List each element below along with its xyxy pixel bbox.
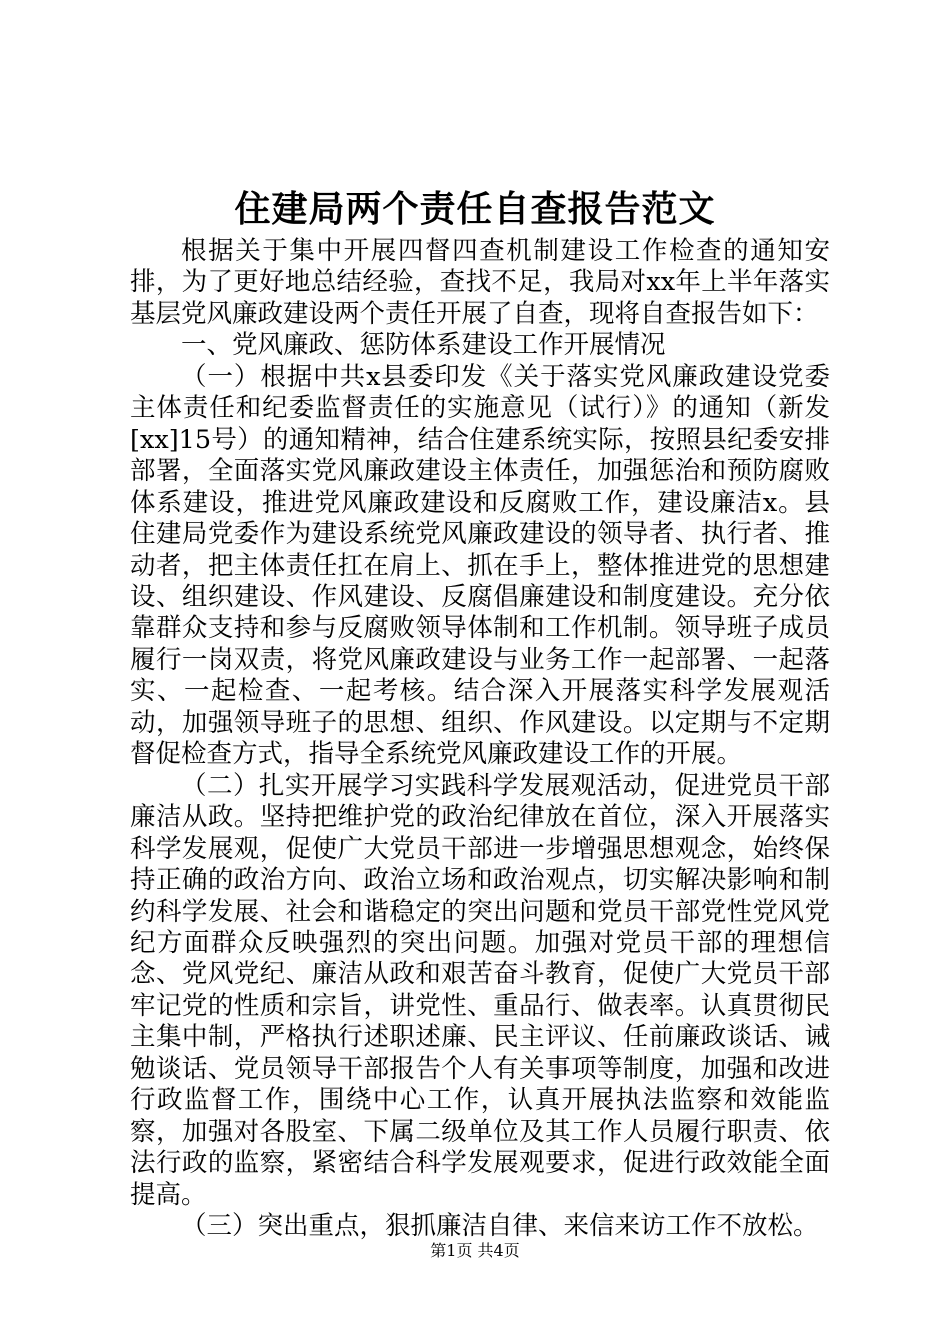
document-body bbox=[130, 236, 830, 1243]
paragraph-item-3: （三）突出重点，狠抓廉洁自律、来信来访工作不放松。 bbox=[181, 1211, 819, 1242]
paragraph-intro: 根据关于集中开展四督四查机制建设工作检查的通知安排，为了更好地总结经验，查找不足，我局对xx年上半年落实基层党风廉政建设两个责任开展了自查，现将自查报告如下： bbox=[130, 236, 830, 329]
paragraph-item-1: （一）根据中共x县委印发《关于落实党风廉政建设党委主体责任和纪委监督责任的实施意见（试行）》的通知（新发[xx]15号）的通知精神，结合住建系统实际，按照县纪委安排部署，全面落实党风廉政建设主体责任，加强惩治和预防腐败体系建设，推进党风廉政建设和反腐败工作，建设廉洁x。县住建局党委作为建设系统党风廉政建设的领导者、执行者、推动者，把主体责任扛在肩上、抓在手上，整体推进党的思想建设、组织建设、作风建设、反腐倡廉建设和制度建设。充分依靠群众支持和参与反腐败领导体制和工作机制。领导班子成员履行一岗双责，将党风廉政建设与业务工作一起部署、一起落实、一起检查、一起考核。结合深入开展落实科学发展观活动，加强领导班子的思想、组织、作风建设。以定期与不定期督促检查方式，指导全系统党风廉政建设工作的开展。 bbox=[130, 361, 830, 770]
paragraph-item-2: （二）扎实开展学习实践科学发展观活动，促进党员干部廉洁从政。坚持把维护党的政治纪律放在首位，深入开展落实科学发展观，促使广大党员干部进一步增强思想观念，始终保持正确的政治方向、政治立场和政治观点，切实解决影响和制约科学发展、社会和谐稳定的突出问题和党员干部党性党风党纪方面群众反映强烈的突出问题。加强对党员干部的理想信念、党风党纪、廉洁从政和艰苦奋斗教育，促使广大党员干部牢记党的性质和宗旨，讲党性、重品行、做表率。认真贯彻民主集中制，严格执行述职述廉、民主评议、任前廉政谈话、诫勉谈话、党员领导干部报告个人有关事项等制度，加强和改进行政监督工作，围绕中心工作，认真开展执法监察和效能监察，加强对各股室、下属二级单位及其工作人员履行职责、依法行政的监察，紧密结合科学发展观要求，促进行政效能全面提高。 bbox=[130, 770, 830, 1210]
document-title: 住建局两个责任自查报告范文 bbox=[234, 188, 716, 230]
page-footer: 第1页 共4页 bbox=[430, 1241, 520, 1260]
section-heading-1: 一、党风廉政、惩防体系建设工作开展情况 bbox=[181, 330, 666, 361]
